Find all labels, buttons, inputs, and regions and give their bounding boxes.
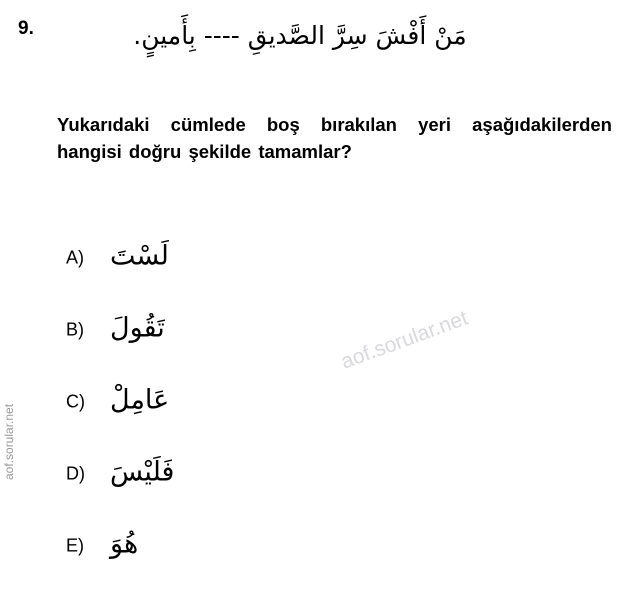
option-b-letter: B) xyxy=(66,319,84,340)
option-d[interactable] xyxy=(0,438,630,510)
option-c-text: عَامِلْ xyxy=(110,384,170,416)
watermark-vertical: aof.sorular.net xyxy=(2,403,16,480)
option-c-letter: C) xyxy=(66,391,85,412)
option-a-letter: A) xyxy=(66,247,84,268)
option-b-text: تَقُولَ xyxy=(110,312,165,344)
question-arabic-stem: مَنْ أَفْشَ سِرَّ الصَّديقِ ---- بِأَمينٍ. xyxy=(133,21,467,50)
option-a-text: لَسْتَ xyxy=(110,240,169,272)
watermark-diagonal: aof.sorular.net xyxy=(338,306,471,374)
option-e[interactable] xyxy=(0,510,630,582)
option-e-text: هُوَ xyxy=(110,528,139,560)
option-b[interactable] xyxy=(0,294,630,366)
question-instruction: Yukarıdaki cümlede boş bırakılan yeri aşağıdakilerden hangisi doğru şekilde tamamlar? xyxy=(57,114,612,162)
option-d-letter: D) xyxy=(66,463,85,484)
option-c[interactable] xyxy=(0,366,630,438)
option-e-letter: E) xyxy=(66,535,84,556)
option-a[interactable] xyxy=(0,222,630,294)
answer-options-list xyxy=(0,222,630,582)
question-number: 9. xyxy=(18,18,34,39)
option-d-text: فَلَيْسَ xyxy=(110,456,175,488)
